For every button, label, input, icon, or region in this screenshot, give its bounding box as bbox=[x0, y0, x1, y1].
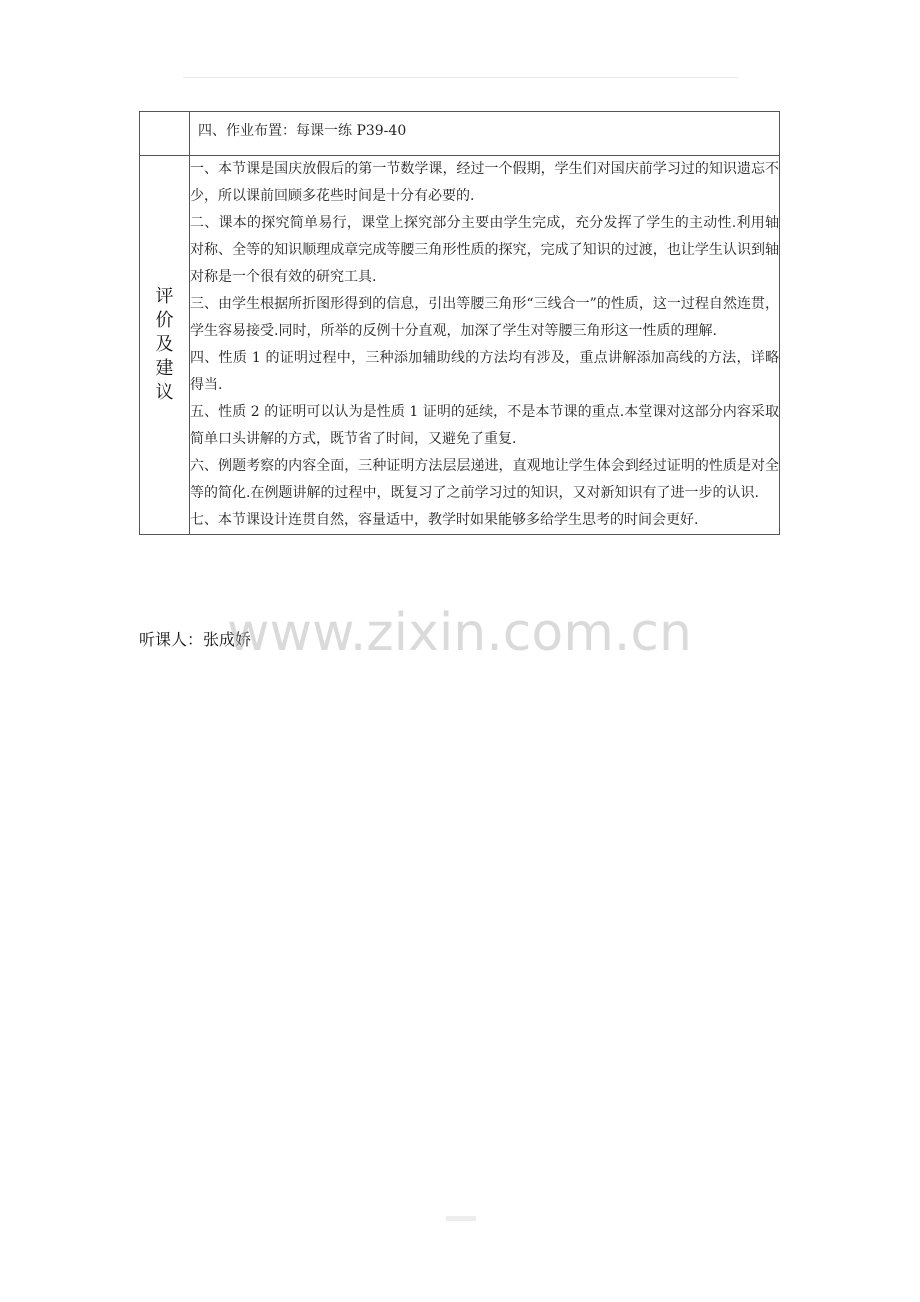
watermark: www.zixin.com.cn bbox=[227, 603, 692, 663]
evaluation-item-4: 四、性质 1 的证明过程中，三种添加辅助线的方法均有涉及，重点讲解添加高线的方法，详略得当. bbox=[190, 350, 779, 393]
footer-mark bbox=[446, 1216, 476, 1221]
evaluation-item-6: 六、例题考察的内容全面，三种证明方法层层递进，直观地让学生体会到经过证明的性质是对全等的简化.在例题讲解的过程中，既复习了之前学习过的知识，又对新知识有了进一步的认识. bbox=[190, 458, 779, 501]
lesson-table bbox=[139, 111, 780, 535]
evaluation-item-1: 一、本节课是国庆放假后的第一节数学课，经过一个假期，学生们对国庆前学习过的知识遗忘不少，所以课前回顾多花些时间是十分有必要的. bbox=[190, 161, 779, 204]
evaluation-label-cell bbox=[140, 156, 190, 535]
homework-row bbox=[140, 112, 780, 156]
evaluation-label: 评价及建议 bbox=[155, 286, 174, 403]
empty-label-cell bbox=[140, 112, 190, 156]
homework-text: 四、作业布置：每课一练 P39-40 bbox=[198, 123, 407, 139]
evaluation-item-7: 七、本节课设计连贯自然，容量适中，教学时如果能够多给学生思考的时间会更好. bbox=[190, 512, 699, 528]
header-rule bbox=[183, 77, 738, 78]
evaluation-item-3: 三、由学生根据所折图形得到的信息，引出等腰三角形“三线合一”的性质，这一过程自然连贯，学生容易接受.同时，所举的反例十分直观，加深了学生对等腰三角形这一性质的理解. bbox=[190, 296, 779, 339]
evaluation-row bbox=[140, 156, 780, 535]
homework-cell bbox=[190, 112, 780, 156]
evaluation-cell bbox=[190, 156, 780, 535]
evaluation-item-2: 二、课本的探究简单易行，课堂上探究部分主要由学生完成，充分发挥了学生的主动性.利用轴对称、全等的知识顺理成章完成等腰三角形性质的探究，完成了知识的过渡，也让学生认识到轴对称是一个很有效的研究工具. bbox=[190, 215, 779, 285]
listener-line: 听课人：张成娇 bbox=[139, 630, 252, 649]
evaluation-item-5: 五、性质 2 的证明可以认为是性质 1 证明的延续，不是本节课的重点.本堂课对这部分内容采取简单口头讲解的方式，既节省了时间，又避免了重复. bbox=[190, 404, 779, 447]
